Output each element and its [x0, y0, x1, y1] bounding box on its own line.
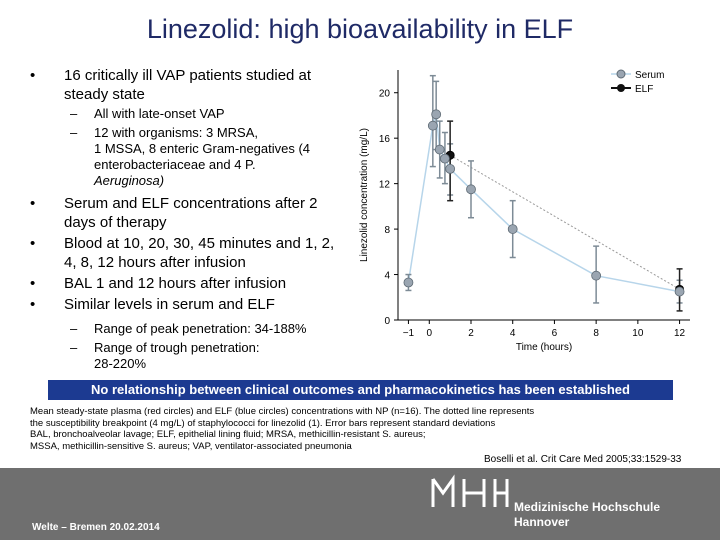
- pk-chart: [355, 60, 700, 360]
- page-title: Linezolid: high bioavailability in ELF: [146, 14, 574, 44]
- institution-name: [514, 500, 660, 530]
- x-tick-label: 0: [426, 328, 433, 339]
- bullet-text: Similar levels in serum and ELF: [64, 296, 275, 313]
- x-tick-label: 6: [551, 328, 558, 339]
- serum-point: [592, 271, 601, 280]
- footnote-line: Mean steady-state plasma (red circles) and ELF (blue circles) concentrations with NP (n=16). The dotted line represents: [30, 406, 535, 417]
- legend-elf-marker: [617, 84, 625, 92]
- sub-bullet-line: 28-220%: [94, 356, 147, 371]
- serum-point: [675, 287, 684, 296]
- sub-bullet-line: 1 MSSA, 8 enteric Gram-negatives (4: [94, 141, 311, 156]
- x-tick-label: 10: [632, 328, 644, 339]
- y-tick-label: 12: [378, 179, 390, 191]
- y-tick-label: 8: [384, 225, 390, 237]
- x-tick-label: 8: [593, 328, 599, 339]
- serum-point: [432, 110, 441, 119]
- x-tick-label: 4: [509, 328, 516, 339]
- serum-point: [428, 121, 437, 130]
- serum-point: [467, 185, 476, 194]
- bullet-text: BAL 1 and 12 hours after infusion: [64, 275, 287, 292]
- bullet-marker: •: [30, 275, 36, 292]
- presenter-label: Welte – Bremen 20.02.2014: [32, 522, 160, 533]
- footnote: [30, 406, 710, 452]
- banner: No relationship between clinical outcomes and pharmacokinetics has been established: [48, 380, 673, 400]
- legend-elf-label: ELF: [635, 84, 654, 95]
- sub-bullet-line: Range of trough penetration:: [94, 340, 260, 355]
- serum-point: [508, 225, 517, 234]
- x-tick-label: −1: [402, 328, 415, 339]
- bullet-text: Blood at 10, 20, 30, 45 minutes and 1, 2, 4, 8, 12 hours after infusion: [64, 235, 335, 271]
- bullet-marker: •: [30, 235, 36, 252]
- sub-bullet-line: 12 with organisms: 3 MRSA,: [94, 125, 259, 140]
- legend-serum-marker: [617, 70, 625, 78]
- sub-bullet-text: Range of peak penetration: 34-188%: [94, 321, 307, 336]
- institution-line: Medizinische Hochschule: [514, 500, 661, 514]
- x-axis-label: Time (hours): [515, 342, 573, 353]
- y-tick-label: 16: [378, 134, 390, 146]
- dash-marker: –: [70, 106, 78, 121]
- sub-bullet-line: Aeruginosa): [94, 173, 165, 188]
- institution-line: Hannover: [514, 515, 570, 529]
- y-tick-label: 20: [378, 88, 390, 100]
- x-tick-label: 12: [674, 328, 686, 339]
- y-tick-label: 4: [384, 270, 390, 282]
- bullet-text: Serum and ELF concentrations after 2 days of therapy: [64, 195, 318, 231]
- dash-marker: –: [70, 321, 78, 336]
- serum-point: [404, 278, 413, 287]
- serum-line: [408, 114, 679, 291]
- x-tick-label: 2: [468, 328, 474, 339]
- bullet-text: 16 critically ill VAP patients studied at steady state: [64, 67, 312, 103]
- dash-marker: –: [70, 340, 78, 355]
- citation: Boselli et al. Crit Care Med 2005;33:1529-33: [484, 454, 682, 465]
- mhh-logo: [430, 474, 510, 514]
- y-tick-label: 0: [384, 316, 390, 327]
- serum-point: [446, 164, 455, 173]
- bullet-marker: •: [30, 195, 36, 212]
- footnote-line: the susceptibility breakpoint (4 mg/L) of staphylococci for linezolid (1). Error bars represent standard deviations: [30, 417, 496, 429]
- bullet-marker: •: [30, 296, 36, 313]
- sub-bullet-text: [94, 125, 339, 189]
- dash-marker: –: [70, 125, 78, 140]
- bullet-marker: •: [30, 67, 36, 84]
- sub-bullet-text: [94, 340, 334, 372]
- footnote-line: BAL, bronchoalveolar lavage; ELF, epithelial lining fluid; MRSA, methicillin-resistant S. aureus;: [30, 429, 426, 440]
- sub-bullet-line: enterobacteriaceae and 4 P.: [94, 157, 256, 172]
- serum-point: [440, 154, 449, 163]
- footnote-line: MSSA, methicillin-sensitive S. aureus; VAP, ventilator-associated pneumonia: [30, 440, 352, 452]
- legend-serum-label: Serum: [635, 70, 665, 81]
- serum-point: [435, 145, 444, 154]
- y-axis-label: Linezolid concentration (mg/L): [359, 128, 370, 262]
- elf-line: [450, 155, 679, 289]
- sub-bullet-text: All with late-onset VAP: [94, 106, 225, 121]
